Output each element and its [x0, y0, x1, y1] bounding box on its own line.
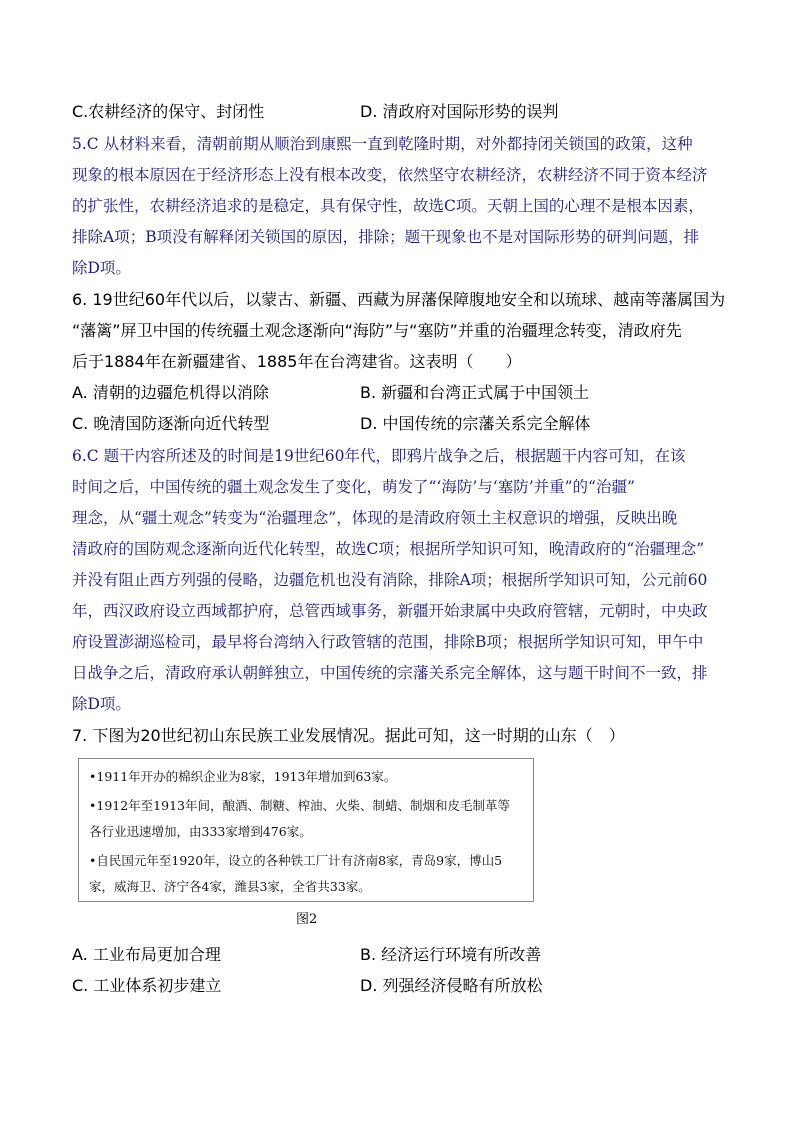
question6-options-row-1 [72, 382, 732, 404]
answer6-line: 除D项。 [72, 695, 131, 713]
figure2-box-line: •1912年至1913年间，酿酒、制糖、榨油、火柴、制蜡、制烟和皮毛制革等 [89, 798, 510, 813]
prev-question-options-row [72, 101, 732, 123]
question6-option-b: B. 新疆和台湾正式属于中国领土 [360, 383, 590, 402]
answer5-line: 现象的根本原因在于经济形态上没有根本改变，依然坚守农耕经济，农耕经济不同于资本经济 [72, 166, 708, 184]
question7-options-row-1 [72, 944, 732, 966]
answer5-line: 的扩张性，农耕经济追求的是稳定，具有保守性，故选C项。天朝上国的心理不是根本因素， [72, 197, 704, 215]
prev-option-c: C.农耕经济的保守、封闭性 [72, 102, 265, 121]
answer6-line: 6.C 题干内容所述及的时间是19世纪60年代，即鸦片战争之后，根据题干内容可知，在该 [72, 447, 686, 465]
question6-stem-line: “藩篱”屏卫中国的传统疆土观念逐渐向“海防”与“塞防”并重的治疆理念转变，清政府先 [72, 321, 682, 340]
question7-option-d: D. 列强经济侵略有所放松 [360, 976, 543, 995]
answer6-line: 并没有阻止西方列强的侵略，边疆危机也没有消除，排除A项；根据所学知识可知，公元前60 [72, 571, 708, 589]
question6-option-a: A. 清朝的边疆危机得以消除 [72, 383, 269, 402]
question6-option-d: D. 中国传统的宗藩关系完全解体 [360, 414, 591, 433]
answer5-line: 除D项。 [72, 259, 131, 277]
question7-options-row-2 [72, 975, 732, 997]
figure2-caption: 图2 [296, 912, 318, 927]
answer5-line: 5.C 从材料来看，清朝前期从顺治到康熙一直到乾隆时期，对外都持闭关锁国的政策，这种 [72, 135, 693, 153]
answer6-line: 时间之后，中国传统的疆土观念发生了变化，萌发了“‘海防’与‘塞防’并重”的“治疆” [72, 478, 635, 496]
answer6-line: 府设置澎湖巡检司，最早将台湾纳入行政管辖的范围，排除B项；根据所学知识可知，甲午中 [72, 633, 704, 651]
question7-stem: 7. 下图为20世纪初山东民族工业发展情况。据此可知，这一时期的山东（ ） [72, 726, 625, 745]
question7-option-c: C. 工业体系初步建立 [72, 976, 222, 995]
question6-stem-line: 后于1884年在新疆建省、1885年在台湾建省。这表明（ ） [72, 352, 522, 371]
question7-option-a: A. 工业布局更加合理 [72, 945, 221, 964]
answer6-line: 理念，从“疆土观念”转变为“治疆理念”，体现的是清政府领土主权意识的增强，反映出晚 [72, 509, 678, 527]
figure2-box-line: •自民国元年至1920年，设立的各种铁工厂计有济南8家，青岛9家，博山5 [89, 853, 503, 868]
figure2-box-line: •1911年开办的棉织企业为8家，1913年增加到63家。 [89, 769, 397, 784]
figure2-info-box [78, 758, 534, 902]
question7-option-b: B. 经济运行环境有所改善 [360, 945, 542, 964]
question6-stem-line: 6. 19世纪60年代以后，以蒙古、新疆、西藏为屏藩保障腹地安全和以琉球、越南等藩属国为 [72, 290, 726, 309]
question6-options-row-2 [72, 413, 732, 435]
answer6-line: 清政府的国防观念逐渐向近代化转型，故选C项；根据所学知识可知，晚清政府的“治疆理念” [72, 540, 705, 558]
question6-option-c: C. 晚清国防逐渐向近代转型 [72, 414, 270, 433]
figure2-box-line: 各行业迅速增加，由333家增到476家。 [89, 824, 312, 839]
answer6-line: 年，西汉政府设立西域都护府，总管西域事务，新疆开始隶属中央政府管辖，元朝时，中央政 [72, 602, 708, 620]
answer6-line: 日战争之后，清政府承认朝鲜独立，中国传统的宗藩关系完全解体，这与题干时间不一致，排 [72, 664, 708, 682]
answer5-line: 排除A项；B项没有解释闭关锁国的原因，排除；题干现象也不是对国际形势的研判问题，排 [72, 228, 700, 246]
prev-option-d: D. 清政府对国际形势的误判 [360, 102, 559, 121]
figure2-box-line: 家，威海卫、济宁各4家，潍县3家，全省共33家。 [89, 879, 371, 894]
